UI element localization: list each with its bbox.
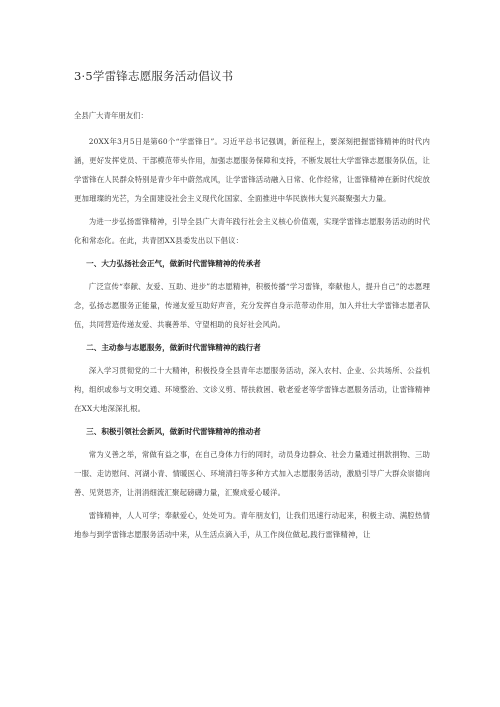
section-heading-3: 三、积极引领社会新风，做新时代雷锋精神的推动者 bbox=[86, 427, 261, 436]
section-heading-1: 一、大力弘扬社会正气，做新时代雷锋精神的传承者 bbox=[86, 259, 261, 268]
proposal-paragraph: 为进一步弘扬雷锋精神，引导全县广大青年践行社会主义核心价值观，实现学雷锋志愿服务活动的时代化和常态化。在此，共青团XX县委发出以下倡议： bbox=[74, 217, 430, 245]
section-body-3: 常为义善之举，常做有益之事，在自己身体力行的同时，动员身边群众、社会力量通过捐款捐物、三助一服、走访慰问、河湖小青、情暖医心、环境清扫等多种方式加入志愿服务活动，激励引导广大群众崇德向善、见贤思齐，让涓涓细流汇聚起磅礴力量，汇聚成爱心暖洋。 bbox=[74, 450, 430, 497]
intro-paragraph: 20XX年3月5日是第60个“学雷锋日”。习近平总书记强调，新征程上，要深刻把握雷锋精神的时代内涵，更好发挥党员、干部模范带头作用，加强志愿服务保障和支持，不断发展壮大学雷锋志愿服务队伍，让学雷锋在人民群众特别是青少年中蔚然成风，让学雷锋活动融入日常、化作经常，让雷锋精神在新时代绽放更加璀璨的光芒，为全面建设社会主义现代化国家、全面推进中华民族伟大复兴凝聚强大力量。 bbox=[74, 137, 430, 203]
section-body-1: 广泛宣传“奉献、友爱、互助、进步”的志愿精神，积极传播“学习雷锋，奉献他人，提升自己”的志愿理念，弘扬志愿服务正能量，传递友爱互助好声音，充分发挥自身示范带动作用，加入并壮大学雷锋志愿者队伍，共同营造传递友爱、共襄善举、守望相助的良好社会风尚。 bbox=[74, 282, 430, 329]
document-title: 3·5学雷锋志愿服务活动倡议书 bbox=[74, 69, 234, 83]
closing-paragraph: 雷锋精神，人人可学；奉献爱心，处处可为。青年朋友们，让我们迅速行动起来，积极主动、满腔热情地参与到学雷锋志愿服务活动中来，从生活点滴入手，从工作岗位做起,践行雷锋精神，让 bbox=[74, 511, 430, 539]
section-heading-2: 二、主动参与志愿服务，做新时代雷锋精神的践行者 bbox=[86, 343, 261, 352]
salutation: 全县广大青年朋友们： bbox=[74, 111, 148, 120]
section-body-2: 深入学习贯彻党的二十大精神，积极投身全县青年志愿服务活动，深入农村、企业、公共场所、公益机构，组织或参与文明交通、环境整治、文诊义剪、帮扶救困、敬老爱老等学雷锋志愿服务活动，让雷锋精神在XX大地深深扎根。 bbox=[74, 366, 430, 413]
